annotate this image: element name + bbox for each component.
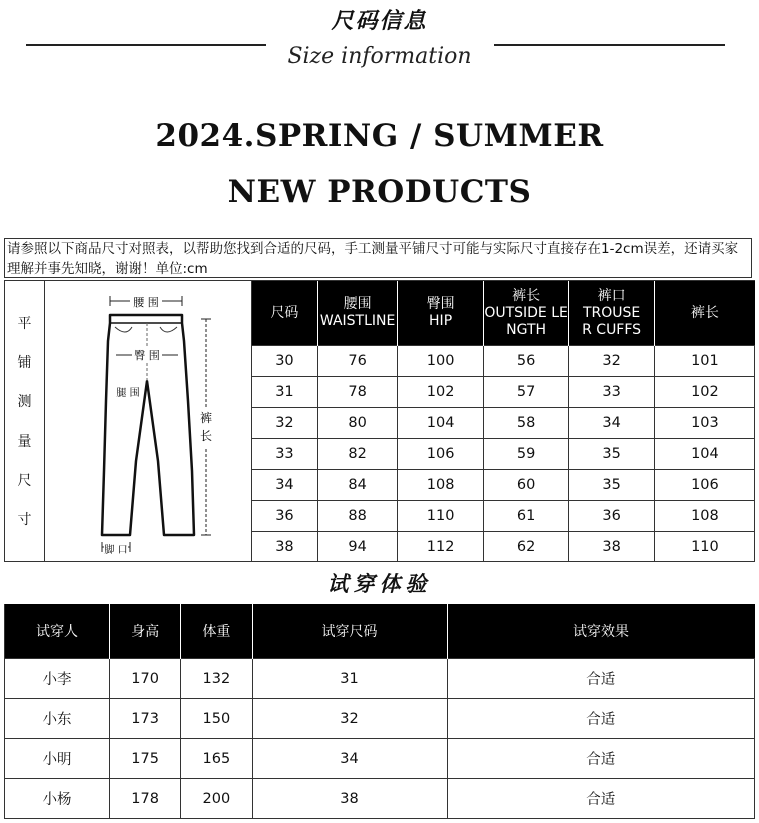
trousers-illustration (46, 281, 251, 561)
table-row: 32 80 104 58 34 103 (252, 408, 755, 439)
table-row: 小明 175 165 34 合适 (5, 739, 755, 779)
measure-label-char: 测 (17, 394, 32, 411)
table-row: 小李 170 132 31 合适 (5, 659, 755, 699)
col-header-length: 裤长 (654, 281, 755, 346)
size-table (252, 281, 755, 561)
measure-label-char: 寸 (17, 512, 32, 529)
table-row: 31 78 102 57 33 102 (252, 377, 755, 408)
headline-new-products: NEW PRODUCTS (227, 174, 532, 210)
length-label-2: 长 (199, 429, 213, 443)
size-chart-section (4, 280, 755, 562)
cuff-label: 脚 口 (104, 545, 128, 556)
size-notice: 请参照以下商品尺寸对照表，以帮助您找到合适的尺码，手工测量平铺尺寸可能与实际尺寸直接存在1-2cm误差，还请买家理解并事先知晓，谢谢！单位:cm (4, 238, 752, 278)
table-row: 30 76 100 56 32 101 (252, 346, 755, 377)
hip-label: 臀 围 (134, 349, 160, 362)
table-row: 36 88 110 61 36 108 (252, 501, 755, 532)
col-header-height: 身高 (110, 604, 181, 659)
table-row: 38 94 112 62 38 110 (252, 532, 755, 563)
measure-label-char: 量 (17, 433, 32, 450)
col-header-tester: 试穿人 (5, 604, 110, 659)
section-title-size-info: 尺码信息 (331, 9, 428, 34)
col-header-trial-size: 试穿尺码 (252, 604, 447, 659)
measure-label-char: 铺 (17, 354, 32, 371)
length-label-1: 裤 (199, 411, 213, 425)
trial-section-title: 试穿体验 (327, 572, 432, 596)
table-row: 33 82 106 59 35 104 (252, 439, 755, 470)
col-header-hip: 臀围 HIP (398, 281, 484, 346)
table-row: 小杨 178 200 38 合适 (5, 779, 755, 819)
col-header-cuffs: 裤口TROUSE R CUFFS (569, 281, 655, 346)
col-header-weight: 体重 (181, 604, 252, 659)
col-header-outside-length: 裤长 OUTSIDE LE NGTH (483, 281, 569, 346)
measure-label-vertical (5, 281, 45, 561)
thigh-label: 腿 围 (116, 388, 140, 399)
trial-table-header (5, 604, 755, 659)
col-header-trial-effect: 试穿效果 (447, 604, 755, 659)
measure-label-char: 平 (17, 315, 32, 332)
waist-label: 腰 围 (133, 296, 159, 309)
col-header-waist: 腰围 WAISTLINE (317, 281, 397, 346)
table-row: 34 84 108 60 35 106 (252, 470, 755, 501)
trousers-diagram (46, 281, 252, 561)
measure-label-char: 尺 (17, 472, 32, 489)
col-header-size: 尺码 (252, 281, 317, 346)
headline-season: 2024.SPRING / SUMMER (155, 118, 604, 154)
size-table-header (252, 281, 755, 346)
trial-table (4, 604, 755, 819)
table-row: 小东 173 150 32 合适 (5, 699, 755, 739)
section-subtitle: Size information (287, 44, 472, 69)
